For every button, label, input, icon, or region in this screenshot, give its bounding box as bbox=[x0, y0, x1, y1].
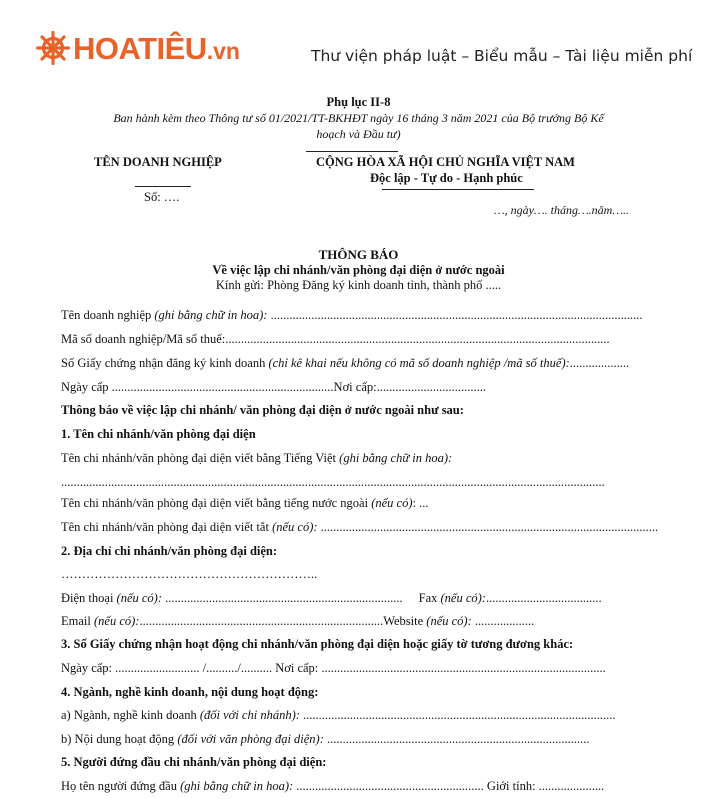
brand-name: HOATIÊU.vn bbox=[73, 30, 240, 66]
republic-heading: CỘNG HÒA XÃ HỘI CHỦ NGHĨA VIỆT NAM bbox=[316, 155, 575, 169]
field-branch-name-vietnamese: Tên chi nhánh/văn phòng đại diện viết bằng Tiếng Việt (ghi bằng chữ in hoa): bbox=[61, 451, 453, 465]
notice-subtitle: Về việc lập chi nhánh/văn phòng đại diện ở nước ngoài bbox=[212, 263, 505, 277]
field-address: …………………………………………………….. bbox=[61, 567, 318, 581]
motto: Độc lập - Tự do - Hạnh phúc bbox=[370, 171, 523, 185]
section-5-title: 5. Người đứng đầu chi nhánh/văn phòng đại diện: bbox=[61, 755, 327, 769]
field-branch-certificate-issue: Ngày cấp: ........................... /........../.......... Nơi cấp: ........................................................................................... bbox=[61, 661, 606, 675]
notice-title: THÔNG BÁO bbox=[318, 247, 399, 262]
section-1-title: 1. Tên chi nhánh/văn phòng đại diện bbox=[61, 427, 256, 441]
field-branch-name-foreign: Tên chi nhánh/văn phòng đại diện viết bằng tiếng nước ngoài (nếu có): ... bbox=[61, 496, 429, 510]
site-header bbox=[0, 0, 717, 82]
dotted-line: .............................................................................................................................................................................. bbox=[61, 475, 605, 489]
date-line: …, ngày…. tháng….năm….. bbox=[494, 203, 630, 217]
company-name: TÊN DOANH NGHIỆP bbox=[94, 155, 222, 169]
section-4-title: 4. Ngành, nghề kinh doanh, nội dung hoạt động: bbox=[61, 685, 319, 699]
field-branch-name-abbr: Tên chi nhánh/văn phòng đại diện viết tắt (nếu có): ............................................................................................................ bbox=[61, 520, 659, 534]
document-number: Số: …. bbox=[144, 190, 180, 204]
field-business-certificate: Số Giấy chứng nhận đăng ký kinh doanh (chỉ kê khai nếu không có mã số doanh nghiệp /mã số thuế):................... bbox=[61, 356, 630, 370]
appendix-note-line-1: Ban hành kèm theo Thông tư số 01/2021/TT-BKHĐT ngày 16 tháng 3 năm 2021 của Bộ trưởng Bộ Kế bbox=[113, 111, 604, 125]
field-tax-code: Mã số doanh nghiệp/Mã số thuế:........................................................................................................................... bbox=[61, 332, 610, 346]
field-business-lines: a) Ngành, nghề kinh doanh (đối với chi nhánh): .................................................................................................... bbox=[61, 708, 616, 722]
field-head-name-gender: Họ tên người đứng đầu (ghi bằng chữ in hoa): ............................................................ Giới tính: ..................... bbox=[61, 779, 605, 793]
section-2-title: 2. Địa chỉ chi nhánh/văn phòng đại diện: bbox=[61, 544, 278, 558]
brand-logo[interactable] bbox=[36, 31, 240, 65]
divider bbox=[306, 151, 398, 152]
field-email-website: Email (nếu có):..............................................................................Website (nếu có): ................... bbox=[61, 614, 535, 628]
field-phone-fax: Điện thoại (nếu có): ............................................................................ Fax (nếu có):..................................... bbox=[61, 591, 602, 605]
appendix-title: Phụ lục II-8 bbox=[326, 95, 391, 109]
appendix-note-line-2: hoạch và Đầu tư) bbox=[316, 127, 401, 141]
section-3-title: 3. Số Giấy chứng nhận hoạt động chi nhánh/văn phòng đại diện hoặc giấy tờ tương đương khác: bbox=[61, 637, 574, 651]
notice-heading: Thông báo về việc lập chi nhánh/ văn phòng đại diện ở nước ngoài như sau: bbox=[61, 403, 464, 417]
divider bbox=[135, 186, 191, 187]
divider bbox=[382, 189, 534, 190]
field-activity-content: b) Nội dung hoạt động (đối với văn phòng đại diện): .................................................................................... bbox=[61, 732, 590, 746]
field-issue-info: Ngày cấp .......................................................................Nơi cấp:................................... bbox=[61, 380, 486, 394]
site-tagline: Thư viện pháp luật – Biểu mẫu – Tài liệu miễn phí bbox=[311, 47, 693, 65]
ship-wheel-icon bbox=[36, 31, 70, 65]
field-company-name: Tên doanh nghiệp (ghi bằng chữ in hoa): ....................................................................................................................... bbox=[61, 308, 643, 322]
recipient-line: Kính gửi: Phòng Đăng ký kinh doanh tỉnh, thành phố ..... bbox=[215, 278, 502, 292]
